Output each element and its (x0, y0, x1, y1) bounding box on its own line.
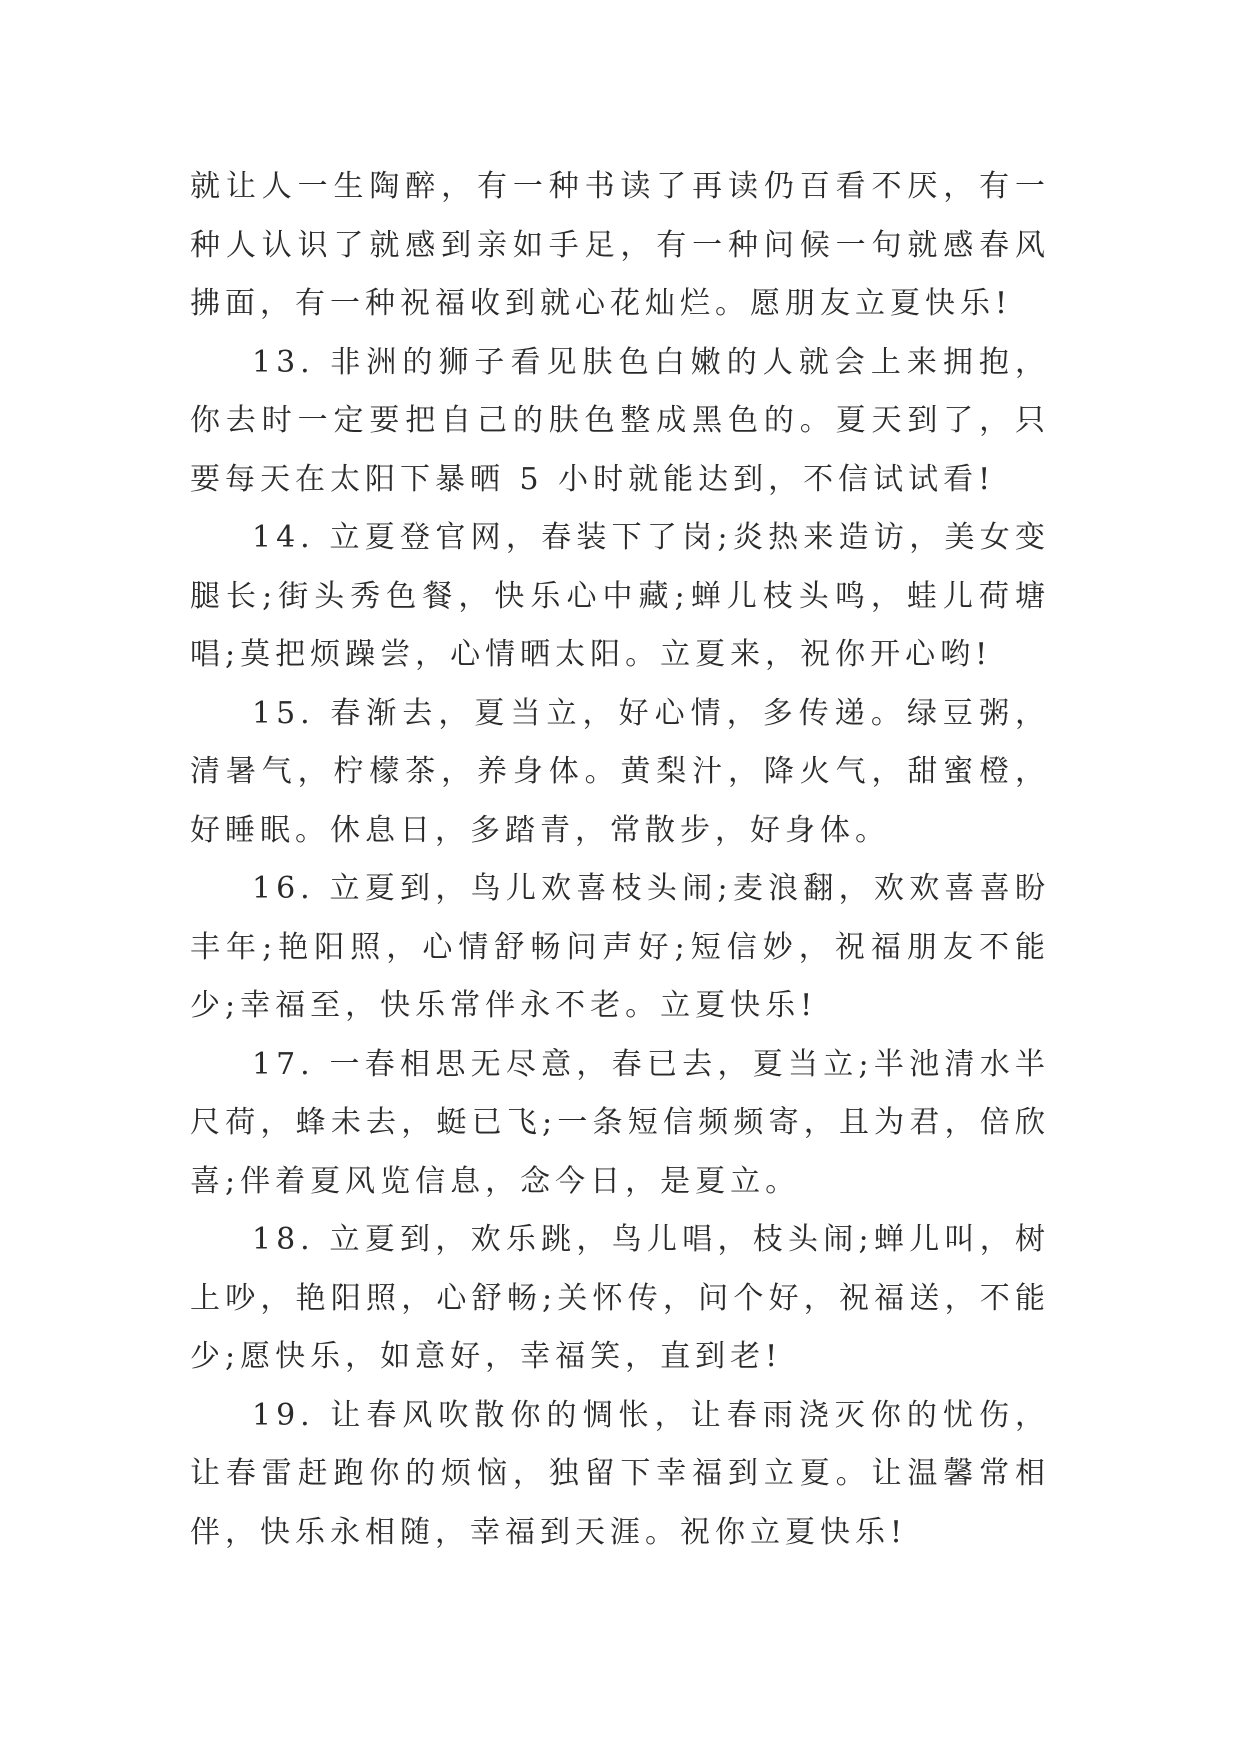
paragraph-17: 17. 一春相思无尽意，春已去，夏当立;半池清水半尺荷，蜂未去，蜓已飞;一条短信频频寄，且为君，倍欣喜;伴着夏风览信息，念今日，是夏立。 (190, 1046, 1050, 1199)
paragraph-15: 15. 春渐去，夏当立，好心情，多传递。绿豆粥，清暑气，柠檬茶，养身体。黄梨汁，降火气，甜蜜橙，好睡眠。休息日，多踏青，常散步，好身体。 (190, 695, 1050, 848)
paragraph-12-continued: 就让人一生陶醉，有一种书读了再读仍百看不厌，有一种人认识了就感到亲如手足，有一种问候一句就感春风拂面，有一种祝福收到就心花灿烂。愿朋友立夏快乐! (190, 169, 1050, 321)
paragraph-14: 14. 立夏登官网，春装下了岗;炎热来造访，美女变腿长;街头秀色餐，快乐心中藏;蝉儿枝头鸣，蛙儿荷塘唱;莫把烦躁尝，心情晒太阳。立夏来，祝你开心哟! (190, 520, 1050, 672)
document-body (190, 158, 1050, 1562)
paragraph-19: 19. 让春风吹散你的惆怅，让春雨浇灭你的忧伤，让春雷赶跑你的烦恼，独留下幸福到立夏。让温馨常相伴，快乐永相随，幸福到天涯。祝你立夏快乐! (190, 1397, 1050, 1550)
paragraph-18: 18. 立夏到，欢乐跳，鸟儿唱，枝头闹;蝉儿叫，树上吵，艳阳照，心舒畅;关怀传，问个好，祝福送，不能少;愿快乐，如意好，幸福笑，直到老! (190, 1222, 1050, 1374)
paragraph-13: 13. 非洲的狮子看见肤色白嫩的人就会上来拥抱，你去时一定要把自己的肤色整成黑色的。夏天到了，只要每天在太阳下暴晒 5 小时就能达到，不信试试看! (190, 344, 1050, 497)
paragraph-16: 16. 立夏到，鸟儿欢喜枝头闹;麦浪翻，欢欢喜喜盼丰年;艳阳照，心情舒畅问声好;短信妙，祝福朋友不能少;幸福至，快乐常伴永不老。立夏快乐! (190, 871, 1050, 1023)
